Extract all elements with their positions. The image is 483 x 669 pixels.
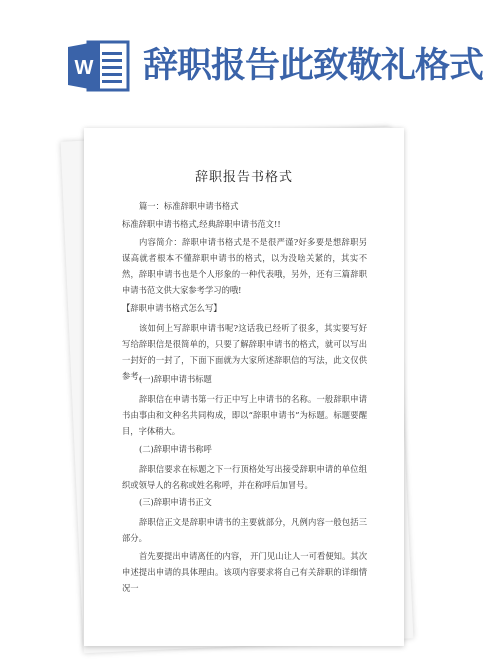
word-logo-icon	[66, 38, 130, 94]
banner	[0, 0, 483, 118]
paragraph: 辞职信要求在标题之下一行顶格处写出接受辞职申请的单位组织或领导人的名称或姓名称呼，并在称呼后加冒号。	[122, 464, 367, 490]
svg-text:W: W	[74, 57, 94, 79]
paragraph: 内容简介：辞职申请书格式是不是很严谨?好多要是想辞职另谋高就者根本不懂辞职申请书的格式，以为没啥关紧的，其实不然，辞职申请书也是个人形象的一种代表哦，另外，还有三篇辞职申请书范文供大家参考学习的哦!	[122, 237, 367, 295]
section-heading: (二)辞职申请书称呼	[139, 444, 212, 454]
section-heading: 【辞职申请书格式怎么写】	[122, 303, 222, 313]
section-heading: 篇一：标准辞职申请书格式	[139, 201, 239, 211]
paragraph: 该如何上写辞职申请书呢?这话我已经听了很多，其实要写好写给辞职信是很简单的，只要了解辞职申请书的格式，就可以写出一封好的一封了，下面下面就为大家所述辞职信的写法，此文仅供参考。	[122, 323, 367, 381]
document-preview	[0, 118, 474, 669]
document-title: 辞职报告书格式	[194, 170, 293, 185]
banner-title: 辞职报告此致敬礼格式	[143, 46, 483, 86]
paragraph: 辞职信正文是辞职申请书的主要就部分，凡例内容一般包括三部分。	[122, 517, 367, 543]
section-heading: (三)辞职申请书正文	[139, 497, 212, 507]
document-page	[84, 128, 404, 646]
paragraph: 辞职信在申请书第一行正中写上申请书的名称。一般辞职申请书由事由和文种名共同构成，即以“辞职申请书”为标题。标题要醒目，字体稍大。	[122, 394, 367, 436]
paragraph: 标准辞职申请书格式,经典辞职申请书范文!!	[122, 219, 281, 229]
paragraph: 首先要提出申请离任的内容， 开门见山让人一可看便知。其次申述提出申请的具体理由。该项内容要求将自己有关辞职的详细情况一	[122, 551, 367, 593]
section-heading: (一)辞职申请书标题	[139, 374, 212, 384]
